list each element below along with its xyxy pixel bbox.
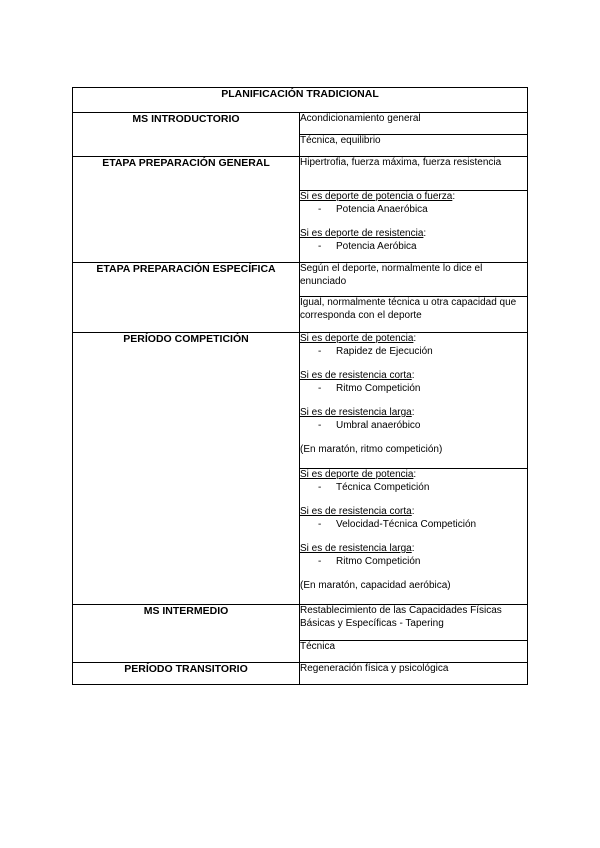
intermedio-item-2: Técnica <box>300 641 528 663</box>
comp-a-heading-2: Si es de resistencia corta: <box>300 370 415 381</box>
general-heading-2: Si es deporte de resistencia: <box>300 228 427 239</box>
comp-a-bullet-1: - Rapidez de Ejecución <box>318 345 433 357</box>
comp-b-bullet-3: - Ritmo Competición <box>318 555 421 567</box>
comp-a-heading-3: Si es de resistencia larga: <box>300 407 415 418</box>
especifica-item-1: Según el deporte, normalmente lo dice el enunciado <box>300 263 528 297</box>
general-heading-1: Si es deporte de potencia o fuerza: <box>300 191 456 202</box>
planning-table <box>72 87 528 685</box>
general-item-1: Hipertrofia, fuerza máxima, fuerza resistencia <box>300 157 528 191</box>
stage-preparacion-general: ETAPA PREPARACIÓN GENERAL <box>73 157 300 263</box>
comp-b-heading-2: Si es de resistencia corta: <box>300 506 415 517</box>
competicion-item-2 <box>300 469 528 605</box>
intro-item-2: Técnica, equilibrio <box>300 135 528 157</box>
stage-ms-introductorio: MS INTRODUCTORIO <box>73 113 300 157</box>
stage-preparacion-especifica: ETAPA PREPARACIÓN ESPECÍFICA <box>73 263 300 333</box>
general-item-2 <box>300 191 528 263</box>
comp-a-bullet-2: - Ritmo Competición <box>318 382 421 394</box>
comp-b-heading-3: Si es de resistencia larga: <box>300 543 415 554</box>
especifica-item-2: Igual, normalmente técnica u otra capacidad que corresponda con el deporte <box>300 297 528 333</box>
comp-b-heading-1: Si es deporte de potencia: <box>300 469 417 480</box>
comp-a-heading-1: Si es deporte de potencia: <box>300 333 417 344</box>
stage-ms-intermedio: MS INTERMEDIO <box>73 605 300 663</box>
comp-b-note: (En maratón, capacidad aeróbica) <box>300 580 451 591</box>
comp-b-bullet-1: - Técnica Competición <box>318 481 430 493</box>
intro-item-1: Acondicionamiento general <box>300 113 528 135</box>
transitorio-item-1: Regeneración física y psicológica <box>300 663 528 685</box>
general-bullet-1: - Potencia Anaeróbica <box>318 203 428 215</box>
comp-a-bullet-3: - Umbral anaeróbico <box>318 419 421 431</box>
competicion-item-1 <box>300 333 528 469</box>
general-bullet-2: - Potencia Aeróbica <box>318 240 417 252</box>
stage-periodo-competicion: PERÍODO COMPETICIÓN <box>73 333 300 605</box>
stage-periodo-transitorio: PERÍODO TRANSITORIO <box>73 663 300 685</box>
comp-b-bullet-2: - Velocidad-Técnica Competición <box>318 518 477 530</box>
table-title: PLANIFICACIÓN TRADICIONAL <box>73 88 528 113</box>
comp-a-note: (En maratón, ritmo competición) <box>300 444 443 455</box>
intermedio-item-1: Restablecimiento de las Capacidades Físicas Básicas y Específicas - Tapering <box>300 605 528 641</box>
